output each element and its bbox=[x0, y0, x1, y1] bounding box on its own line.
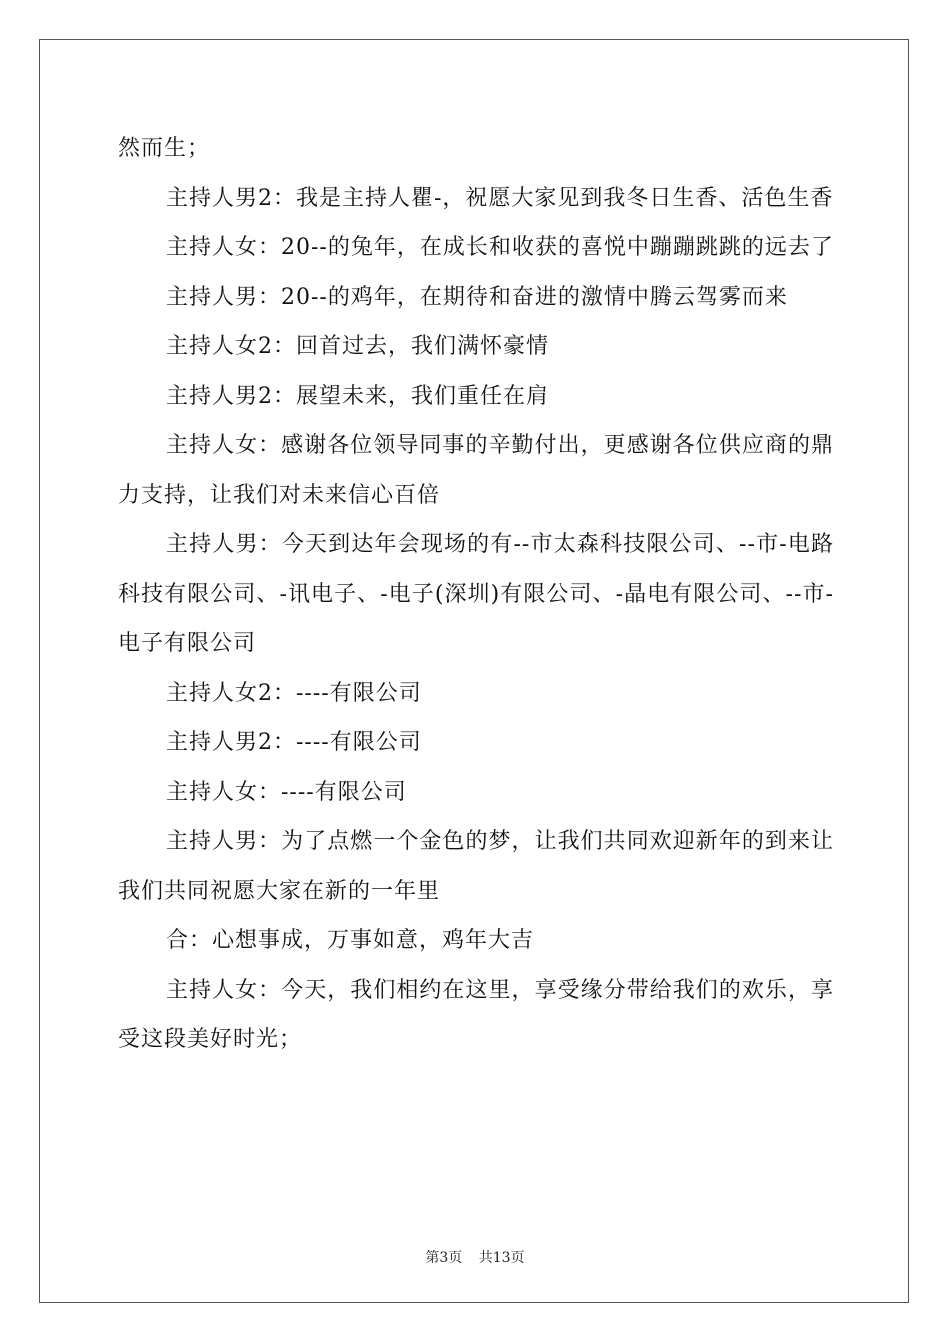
page-number: 第3页 bbox=[425, 1250, 463, 1266]
paragraph: 然而生； bbox=[118, 136, 211, 161]
paragraph: 主持人男：为了点燃一个金色的梦，让我们共同欢迎新年的到来让我们共同祝愿大家在新的一年里 bbox=[118, 829, 834, 904]
page-total: 共13页 bbox=[478, 1250, 525, 1266]
page-footer bbox=[0, 1247, 950, 1267]
paragraph: 主持人女2：回首过去，我们满怀豪情 bbox=[166, 334, 549, 359]
paragraph: 主持人男：20--的鸡年，在期待和奋进的激情中腾云驾雾而来 bbox=[166, 284, 788, 310]
paragraph: 主持人女：----有限公司 bbox=[166, 779, 407, 805]
paragraph: 主持人男：今天到达年会现场的有--市太森科技限公司、--市-电路科技有限公司、-讯电子、-电子(深圳)有限公司、-晶电有限公司、--市-电子有限公司 bbox=[118, 532, 834, 656]
document-body bbox=[118, 124, 834, 1065]
paragraph: 主持人女2：----有限公司 bbox=[166, 680, 422, 706]
paragraph: 主持人女：20--的兔年，在成长和收获的喜悦中蹦蹦跳跳的远去了 bbox=[166, 235, 834, 260]
paragraph: 主持人男2：我是主持人瞿-，祝愿大家见到我冬日生香、活色生香 bbox=[166, 185, 834, 211]
paragraph: 合：心想事成，万事如意，鸡年大吉 bbox=[166, 928, 535, 953]
paragraph: 主持人男2：展望未来，我们重任在肩 bbox=[166, 383, 549, 409]
paragraph: 主持人女：感谢各位领导同事的辛勤付出，更感谢各位供应商的鼎力支持，让我们对未来信心百倍 bbox=[118, 433, 834, 508]
paragraph: 主持人女：今天，我们相约在这里，享受缘分带给我们的欢乐，享受这段美好时光； bbox=[118, 977, 834, 1052]
paragraph: 主持人男2：----有限公司 bbox=[166, 730, 422, 755]
